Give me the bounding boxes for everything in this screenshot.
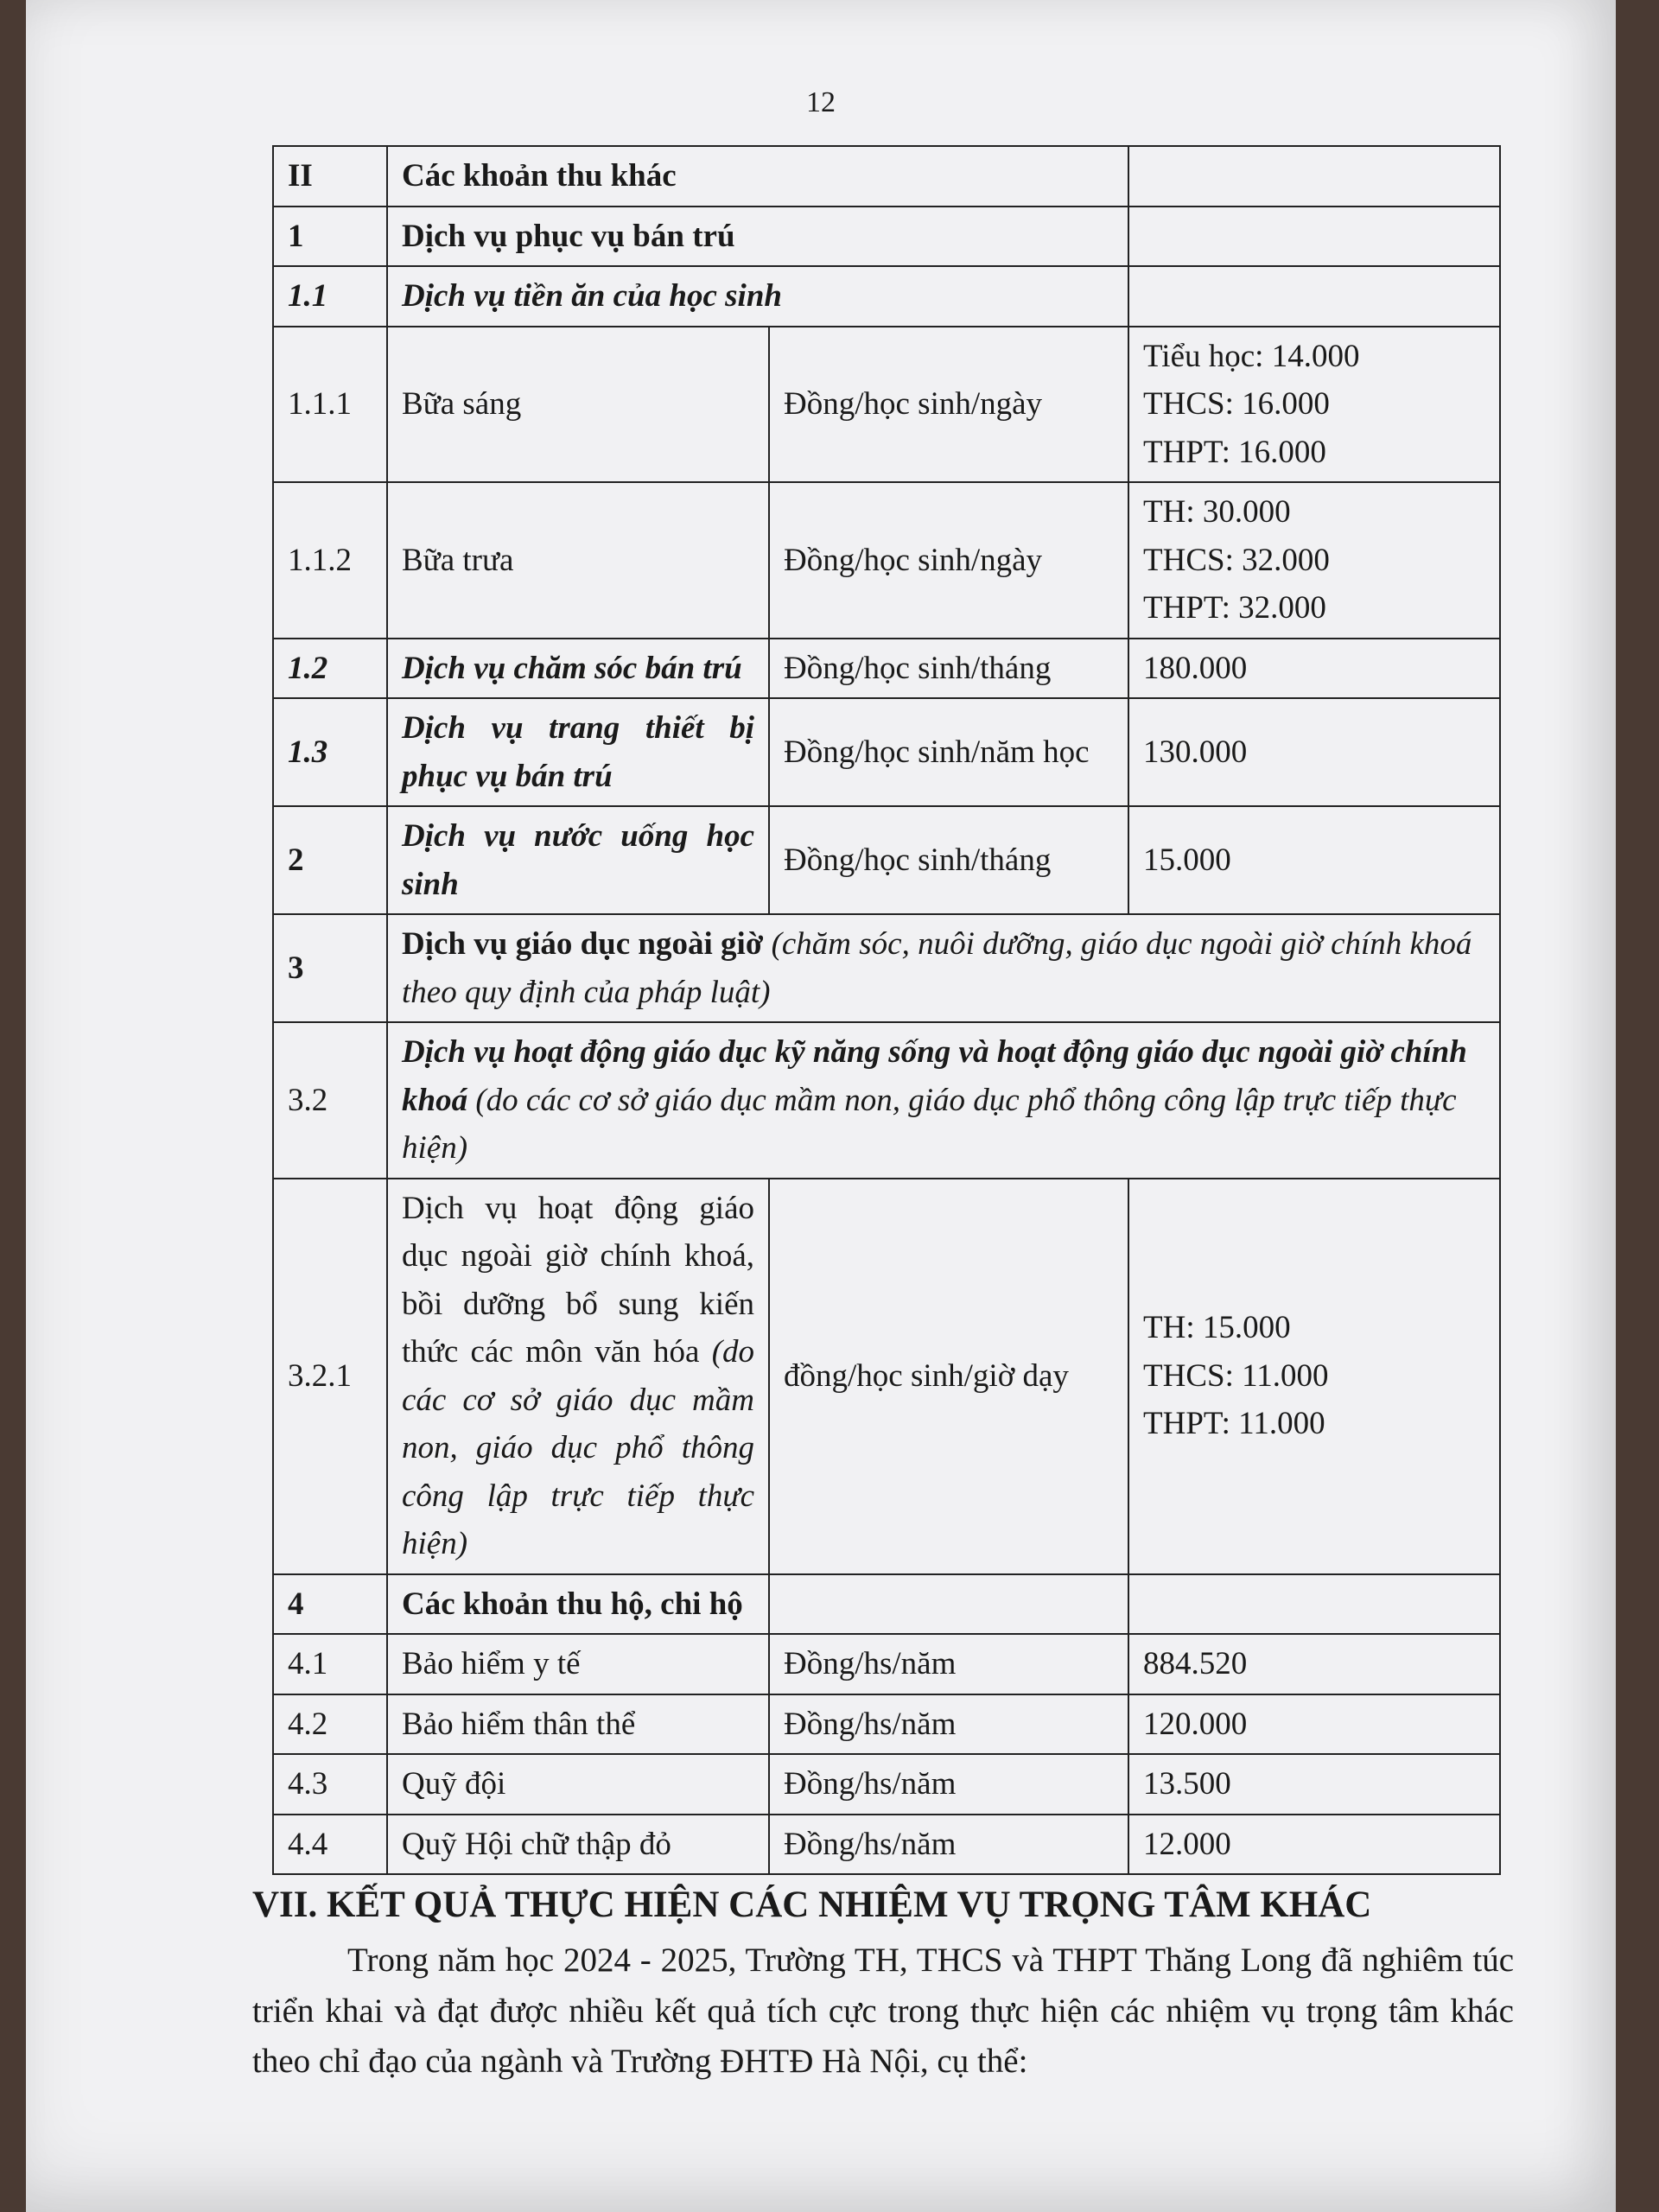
table-row [273,1815,1500,1875]
row-code: 1 [273,207,387,267]
row-values [1128,1179,1500,1574]
table-row [273,698,1500,806]
value-level: TH: 15.000 [1143,1310,1291,1346]
empty-cell [1128,1574,1500,1635]
row-name: Bữa trưa [387,482,769,639]
row-name [387,1022,1500,1179]
empty-cell [1128,146,1500,207]
page-number: 12 [806,86,836,118]
value-level: THPT: 32.000 [1143,590,1326,626]
row-note: (do các cơ sở giáo dục mầm non, giáo dục phổ thông công lập trực tiếp thực hiện) [402,1082,1457,1166]
row-code: 3.2.1 [273,1179,387,1574]
row-values [1128,327,1500,483]
row-value: 180.000 [1128,639,1500,699]
row-name [387,914,1500,1022]
row-value: 884.520 [1128,1634,1500,1694]
row-unit: Đồng/học sinh/ngày [769,327,1128,483]
table-row [273,639,1500,699]
row-unit: Đồng/hs/năm [769,1694,1128,1755]
value-level: THCS: 32.000 [1143,542,1330,578]
row-unit: Đồng/hs/năm [769,1634,1128,1694]
row-value: 12.000 [1128,1815,1500,1875]
row-code: 3.2 [273,1022,387,1179]
row-unit: Đồng/học sinh/tháng [769,806,1128,914]
row-code: 1.3 [273,698,387,806]
row-name: Quỹ Hội chữ thập đỏ [387,1815,769,1875]
row-name: Dịch vụ trang thiết bị phục vụ bán trú [387,698,769,806]
row-value: 13.500 [1128,1754,1500,1815]
table-row [273,1694,1500,1755]
row-code: 4.1 [273,1634,387,1694]
row-name: Dịch vụ tiền ăn của học sinh [387,266,1128,327]
table-row [273,914,1500,1022]
section-heading: VII. KẾT QUẢ THỰC HIỆN CÁC NHIỆM VỤ TRỌNG TÂM KHÁC [252,1885,1372,1925]
value-level: TH: 30.000 [1143,494,1291,530]
row-title: Dịch vụ hoạt động giáo dục ngoài giờ chính khoá, bồi dưỡng bổ sung kiến thức các môn văn hóa [402,1190,754,1370]
row-unit: Đồng/học sinh/ngày [769,482,1128,639]
empty-cell [769,1574,1128,1635]
row-code: 4.3 [273,1754,387,1815]
row-name: Dịch vụ nước uống học sinh [387,806,769,914]
row-code: II [273,146,387,207]
row-code: 4.4 [273,1815,387,1875]
fee-table [272,145,1501,1875]
section-paragraph: Trong năm học 2024 - 2025, Trường TH, THCS và THPT Thăng Long đã nghiêm túc triển khai và đạt được nhiều kết quả tích cực trong thực hiện các nhiệm vụ trọng tâm khác theo chỉ đạo của ngành và Trường ĐHTĐ Hà Nội, cụ thể: [252,1942,1514,2080]
table-row [273,1574,1500,1635]
row-name: Các khoản thu khác [387,146,1128,207]
row-name: Dịch vụ phục vụ bán trú [387,207,1128,267]
row-unit: đồng/học sinh/giờ dạy [769,1179,1128,1574]
table-row [273,207,1500,267]
row-title: Dịch vụ hoạt động giáo dục kỹ năng sống và hoạt động giáo dục ngoài giờ chính khoá [402,1034,1467,1118]
table-row [273,1634,1500,1694]
value-level: Tiểu học: 14.000 [1143,338,1360,374]
row-name: Bữa sáng [387,327,769,483]
row-value: 120.000 [1128,1694,1500,1755]
table-row [273,806,1500,914]
row-code: 1.2 [273,639,387,699]
value-level: THPT: 11.000 [1143,1406,1325,1442]
row-code: 3 [273,914,387,1022]
row-code: 2 [273,806,387,914]
row-code: 4.2 [273,1694,387,1755]
row-code: 1.1.2 [273,482,387,639]
table-row [273,1754,1500,1815]
row-name: Bảo hiểm thân thể [387,1694,769,1755]
row-unit: Đồng/hs/năm [769,1815,1128,1875]
row-unit: Đồng/học sinh/tháng [769,639,1128,699]
row-unit: Đồng/hs/năm [769,1754,1128,1815]
row-note: (do các cơ sở giáo dục mầm non, giáo dục phổ thông công lập trực tiếp thực hiện) [402,1334,755,1561]
document-page [26,0,1616,2212]
table-row [273,146,1500,207]
table-row [273,266,1500,327]
table-row [273,482,1500,639]
table-row [273,327,1500,483]
empty-cell [1128,207,1500,267]
row-title: Dịch vụ giáo dục ngoài giờ [402,926,764,962]
value-level: THPT: 16.000 [1143,434,1326,470]
table-row [273,1179,1500,1574]
row-code: 1.1.1 [273,327,387,483]
value-level: THCS: 11.000 [1143,1357,1329,1394]
row-name: Bảo hiểm y tế [387,1634,769,1694]
table-row [273,1022,1500,1179]
row-name: Quỹ đội [387,1754,769,1815]
value-level: THCS: 16.000 [1143,386,1330,422]
row-name [387,1179,769,1574]
row-code: 4 [273,1574,387,1635]
row-value: 130.000 [1128,698,1500,806]
row-code: 1.1 [273,266,387,327]
row-unit: Đồng/học sinh/năm học [769,698,1128,806]
row-name: Dịch vụ chăm sóc bán trú [387,639,769,699]
row-name: Các khoản thu hộ, chi hộ [387,1574,769,1635]
row-note: (chăm sóc, nuôi dưỡng, giáo dục ngoài giờ chính khoá theo quy định của pháp luật) [402,926,1472,1010]
row-value: 15.000 [1128,806,1500,914]
row-values [1128,482,1500,639]
empty-cell [1128,266,1500,327]
